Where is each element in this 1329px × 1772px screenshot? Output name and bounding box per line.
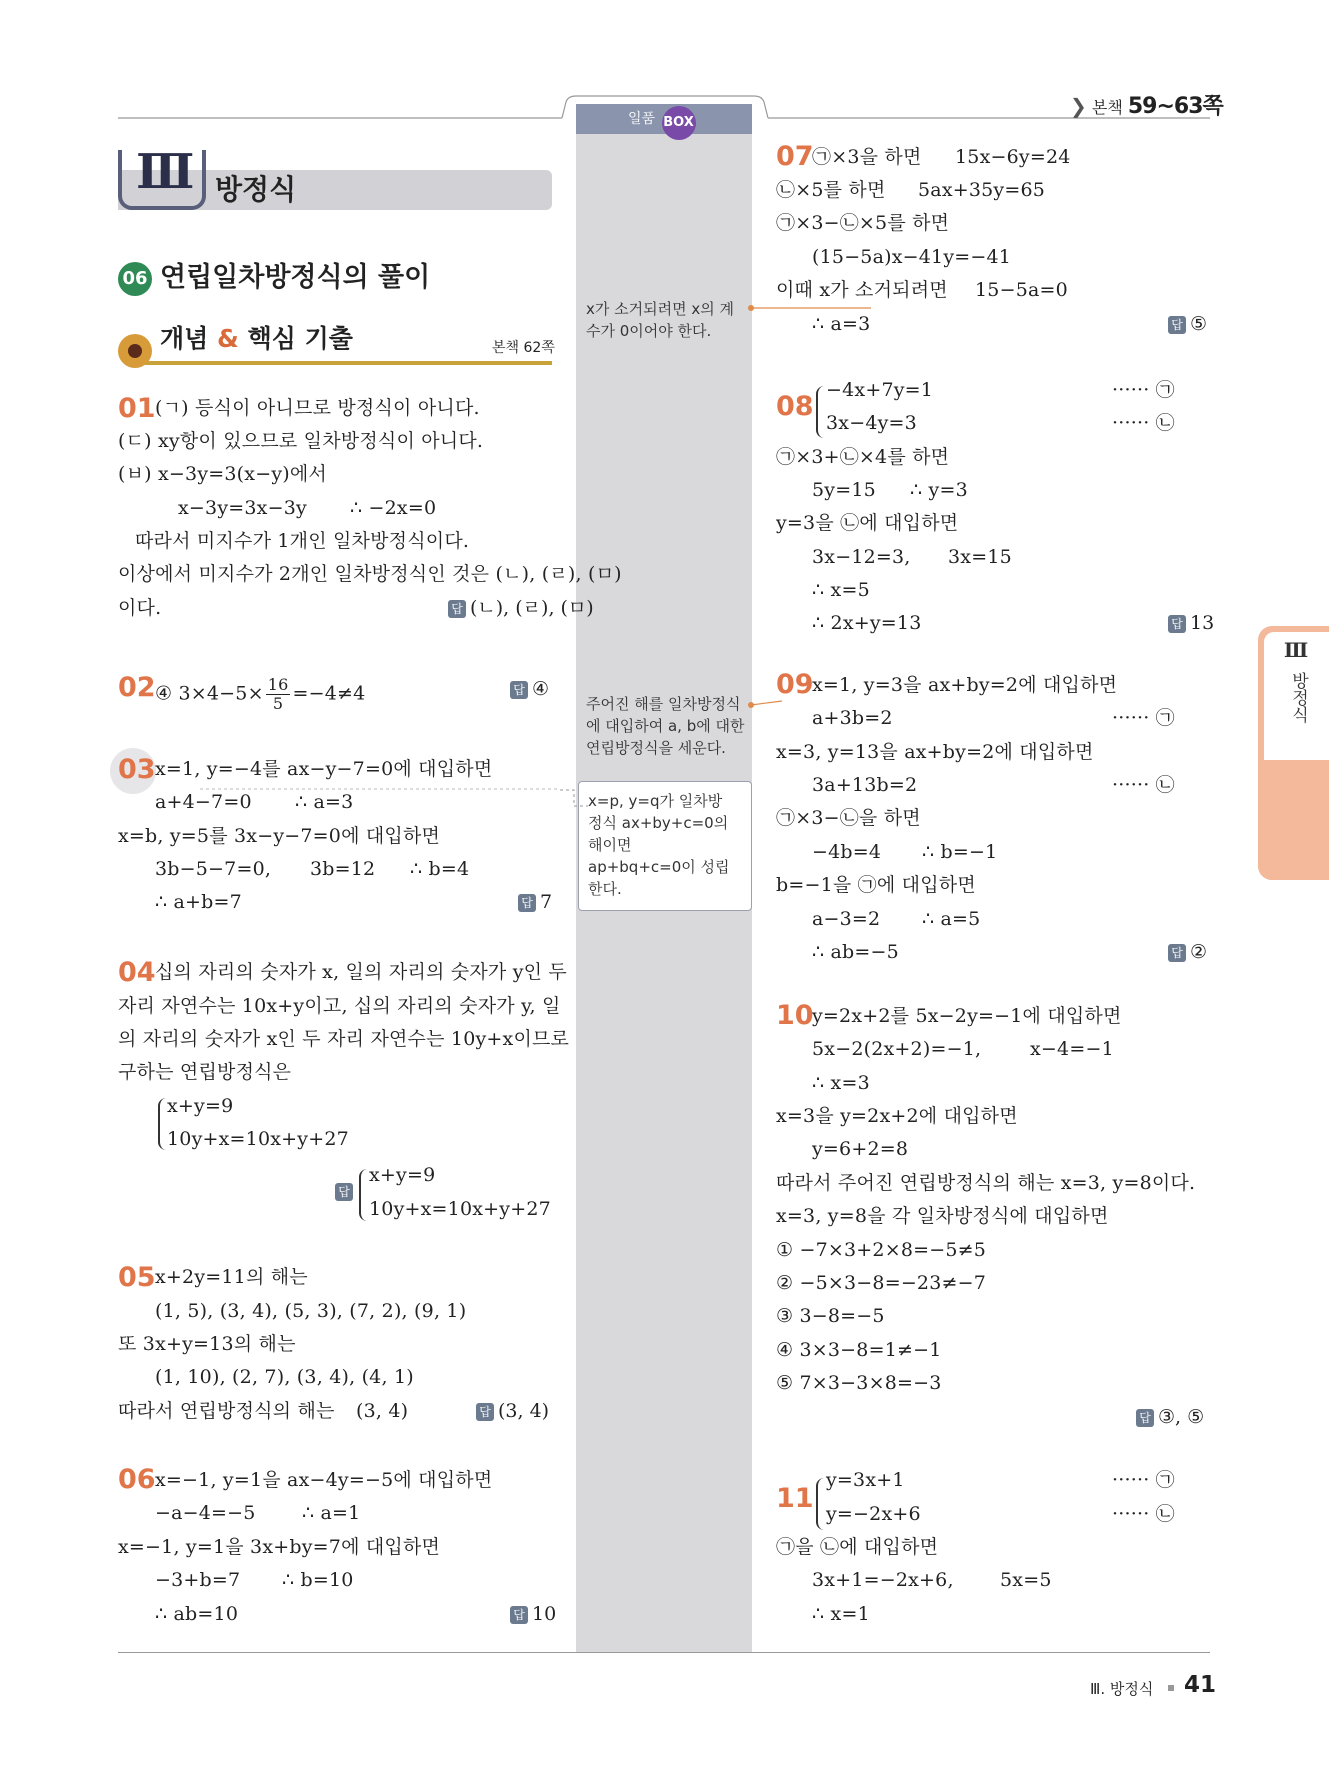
answer: 답 (3, 4) [476,1399,549,1423]
equation-tag: ······ ㉠ [1112,379,1175,401]
text-line: ∴ 2x+y=13 [812,612,922,634]
text-line: 3x+1=−2x+6, [812,1569,954,1591]
text-line: 또 3x+y=13의 해는 [118,1333,296,1355]
answer-mark: 답 [1168,316,1186,334]
chapter-roman: Ⅲ [136,144,195,200]
concept-box-text: x=p, y=q가 일차방 정식 ax+by+c=0의 해이면 ap+bq+c=0이 성립 한다. [588,792,730,898]
answer: 답 x+y=9 10y+x=10x+y+27 [335,1161,555,1231]
text-line: (ㅂ) x−3y=3(x−y)에서 [118,463,327,485]
answer: 답 10 [510,1602,556,1626]
subsection-page-ref: 본책 62쪽 [492,340,555,356]
text-line: x=−1, y=1을 3x+by=7에 대입하면 [118,1536,441,1558]
text-line: b=−1을 ㉠에 대입하면 [776,874,976,896]
text-line: x=3, y=13을 ax+by=2에 대입하면 [776,741,1094,763]
text-line: a−3=2 [812,908,881,930]
text-line: 10y+x=10x+y+27 [167,1128,349,1150]
answer-mark: 답 [1136,1409,1154,1427]
text-line: −4x+7y=1 [826,379,934,401]
system-brace [816,386,824,438]
text-line: ∴ −2x=0 [350,497,437,519]
text-line: ∴ x=1 [812,1603,870,1625]
text-line: 15−5a=0 [975,279,1068,301]
answer: 답 13 [1168,611,1214,635]
text-line: ∴ y=3 [910,479,968,501]
text-line: ㉠×3−㉡×5를 하면 [776,212,950,234]
text-line: x=b, y=5를 3x−y−7=0에 대입하면 [118,825,441,847]
text-line: ∴ a=3 [812,313,871,335]
chapter-tab-roman: Ⅲ [1283,638,1309,662]
box-title: 일품 BOX [628,106,696,132]
text-line: x+2y=11의 해는 [155,1266,308,1288]
answer-mark: 답 [476,1403,494,1421]
text-line: ∴ x=5 [812,579,870,601]
choice-line: ② −5×3−8=−23≠−7 [776,1272,987,1294]
text-line: x=1, y=−4를 ax−y−7=0에 대입하면 [155,758,493,780]
footer-rule [118,1652,1210,1653]
text-line: 15x−6y=24 [955,146,1071,168]
text-line: ∴ a=3 [295,791,354,813]
dashed-connector [560,788,590,812]
answer: 답 ② [1168,940,1207,964]
text-line: 5x=5 [1000,1569,1052,1591]
text-line: ∴ a=1 [302,1502,361,1524]
answer: 답 7 [518,890,552,914]
text-line: x=−1, y=1을 ax−4y=−5에 대입하면 [155,1469,493,1491]
problem-number: 09 [776,669,814,700]
subsection-underline [130,361,552,365]
text-line: y=−2x+6 [826,1503,921,1525]
choice-line: ① −7×3+2×8=−5≠5 [776,1239,987,1261]
problem-number: 03 [118,754,156,785]
text-line: ∴ b=10 [282,1569,354,1591]
text-line: a+4−7=0 [155,791,252,813]
text-line: 5y=15 [812,479,876,501]
text-line: x−3y=3x−3y [178,497,307,519]
text-line: ∴ b=−1 [922,841,998,863]
text-line: 이때 x가 소거되려면 [776,279,948,301]
text-line: ㉡×5를 하면 [776,179,886,201]
problem-number: 05 [118,1262,156,1293]
text-line: x=1, y=3을 ax+by=2에 대입하면 [812,674,1118,696]
side-note: 주어진 해를 일차방정식 에 대입하여 a, b에 대한 연립방정식을 세운다. [586,695,745,757]
text-line: (1, 5), (3, 4), (5, 3), (7, 2), (9, 1) [155,1300,467,1322]
text-line: ∴ x=3 [812,1072,870,1094]
footer-separator [1168,1685,1174,1691]
problem-number: 07 [776,141,814,172]
text-line: a+3b=2 [812,707,893,729]
system-brace [158,1098,166,1150]
text-line: 3x−4y=3 [826,412,917,434]
text-line: 따라서 연립방정식의 해는 [118,1400,335,1422]
equation-tag: ······ ㉡ [1112,1503,1175,1525]
answer-mark: 답 [335,1183,353,1201]
dashed-connector [200,786,560,792]
text-line: (1, 10), (2, 7), (3, 4), (4, 1) [155,1366,414,1388]
text-line: x=3, y=8을 각 일차방정식에 대입하면 [776,1205,1109,1227]
subsection-dot-inner [128,344,142,358]
text-line: 3x=15 [948,546,1012,568]
text-line: y=3을 ㉡에 대입하면 [776,512,959,534]
text-line: (15−5a)x−41y=−41 [812,246,1012,268]
problem-number: 06 [118,1464,156,1495]
text-line: ㉠×3을 하면 [812,146,922,168]
text-line: (ㄷ) xy항이 있으므로 일차방정식이 아니다. [118,430,484,452]
answer: 답 ③, ⑤ [1136,1405,1204,1429]
text-line: 따라서 미지수가 1개인 일차방정식이다. [135,530,470,552]
side-note: x가 소거되려면 x의 계 수가 0이어야 한다. [586,300,734,340]
text-line: x=3을 y=2x+2에 대입하면 [776,1105,1018,1127]
equation-tag: ······ ㉠ [1112,1469,1175,1491]
text-line: 의 자리의 숫자가 x인 두 자리 자연수는 10y+x이므로 [118,1028,570,1050]
text-line: 이상에서 미지수가 2개인 일차방정식인 것은 (ㄴ), (ㄹ), (ㅁ) [118,563,622,585]
text-line: ㉠×3−㉡을 하면 [776,807,921,829]
header-page-ref: ❯ 본책 59~63쪽 [1070,94,1223,119]
text-line: 이다. [118,597,162,619]
text-line: ∴ b=4 [410,858,470,880]
section-title: 연립일차방정식의 풀이 [160,262,431,293]
text-line: ∴ ab=10 [155,1603,239,1625]
equation-tag: ······ ㉠ [1112,707,1175,729]
text-line: 십의 자리의 숫자가 x, 일의 자리의 숫자가 y인 두 [155,961,567,983]
equation-tag: ······ ㉡ [1112,412,1175,434]
answer-mark: 답 [1168,944,1186,962]
answer-mark: 답 [510,1606,528,1624]
chapter-tab-lower [1258,760,1329,880]
problem-number: 04 [118,957,156,988]
text-line: y=3x+1 [826,1469,905,1491]
choice-line: ③ 3−8=−5 [776,1305,885,1327]
answer: 답 ⑤ [1168,312,1207,336]
text-line: 3b=12 [310,858,376,880]
problem-number: 02 [118,672,156,703]
footer-chapter: Ⅲ. 방정식 [1090,1680,1154,1698]
text-line: ∴ a+b=7 [155,891,242,913]
text-line: x+y=9 [167,1095,234,1117]
problem-number: 08 [776,391,814,422]
text-line: 5ax+35y=65 [918,179,1046,201]
problem-number: 11 [776,1483,814,1514]
text-line: ∴ ab=−5 [812,941,899,963]
text-line: −a−4=−5 [155,1502,256,1524]
text-line: (3, 4) [356,1400,409,1422]
system-brace [359,1169,367,1221]
chapter-title: 방정식 [215,173,297,206]
answer-mark: 답 [518,894,536,912]
problem-number: 10 [776,1000,814,1031]
choice-line: ⑤ 7×3−3×8=−3 [776,1372,942,1394]
chevron-right-icon: ❯ [1070,94,1087,118]
choice-line: ④ 3×3−8=1≠−1 [776,1339,942,1361]
box-badge: BOX [662,106,696,140]
text-line: ④ 3×4−5× $\frac{16}{5}$ =−4≠4 [155,675,366,713]
text-line: ∴ a=5 [922,908,981,930]
answer: 답 (ㄴ), (ㄹ), (ㅁ) [448,596,594,620]
section-number-badge: 06 [118,262,152,296]
chapter-tab-label: 방정식 [1288,672,1308,723]
text-line: y=2x+2를 5x−2y=−1에 대입하면 [812,1005,1122,1027]
text-line: y=6+2=8 [812,1138,909,1160]
text-line: x−4=−1 [1030,1038,1114,1060]
fraction: $\frac{16}{5}$ [267,675,289,713]
text-line: −4b=4 [812,841,882,863]
text-line: 3x−12=3, [812,546,911,568]
equation-tag: ······ ㉡ [1112,774,1175,796]
text-line: 5x−2(2x+2)=−1, [812,1038,982,1060]
text-line: 3a+13b=2 [812,774,918,796]
text-line: ㉠×3+㉡×4를 하면 [776,446,950,468]
problem-number: 01 [118,393,156,424]
page-number: 41 [1184,1672,1217,1698]
system-brace [816,1478,824,1530]
text-line: 3b−5−7=0, [155,858,272,880]
answer-mark: 답 [1168,615,1186,633]
answer-mark: 답 [448,600,466,618]
text-line: 따라서 주어진 연립방정식의 해는 x=3, y=8이다. [776,1172,1196,1194]
text-line: 구하는 연립방정식은 [118,1061,292,1083]
text-line: (ㄱ) 등식이 아니므로 방정식이 아니다. [155,397,480,419]
subsection-title: 개념 & 핵심 기출 [160,324,353,353]
answer-mark: 답 [510,681,528,699]
text-line: ㉠을 ㉡에 대입하면 [776,1536,939,1558]
text-line: 자리 자연수는 10x+y이고, 십의 자리의 숫자가 y, 일 [118,995,561,1017]
answer: 답 ④ [510,677,549,701]
text-line: −3+b=7 [155,1569,241,1591]
